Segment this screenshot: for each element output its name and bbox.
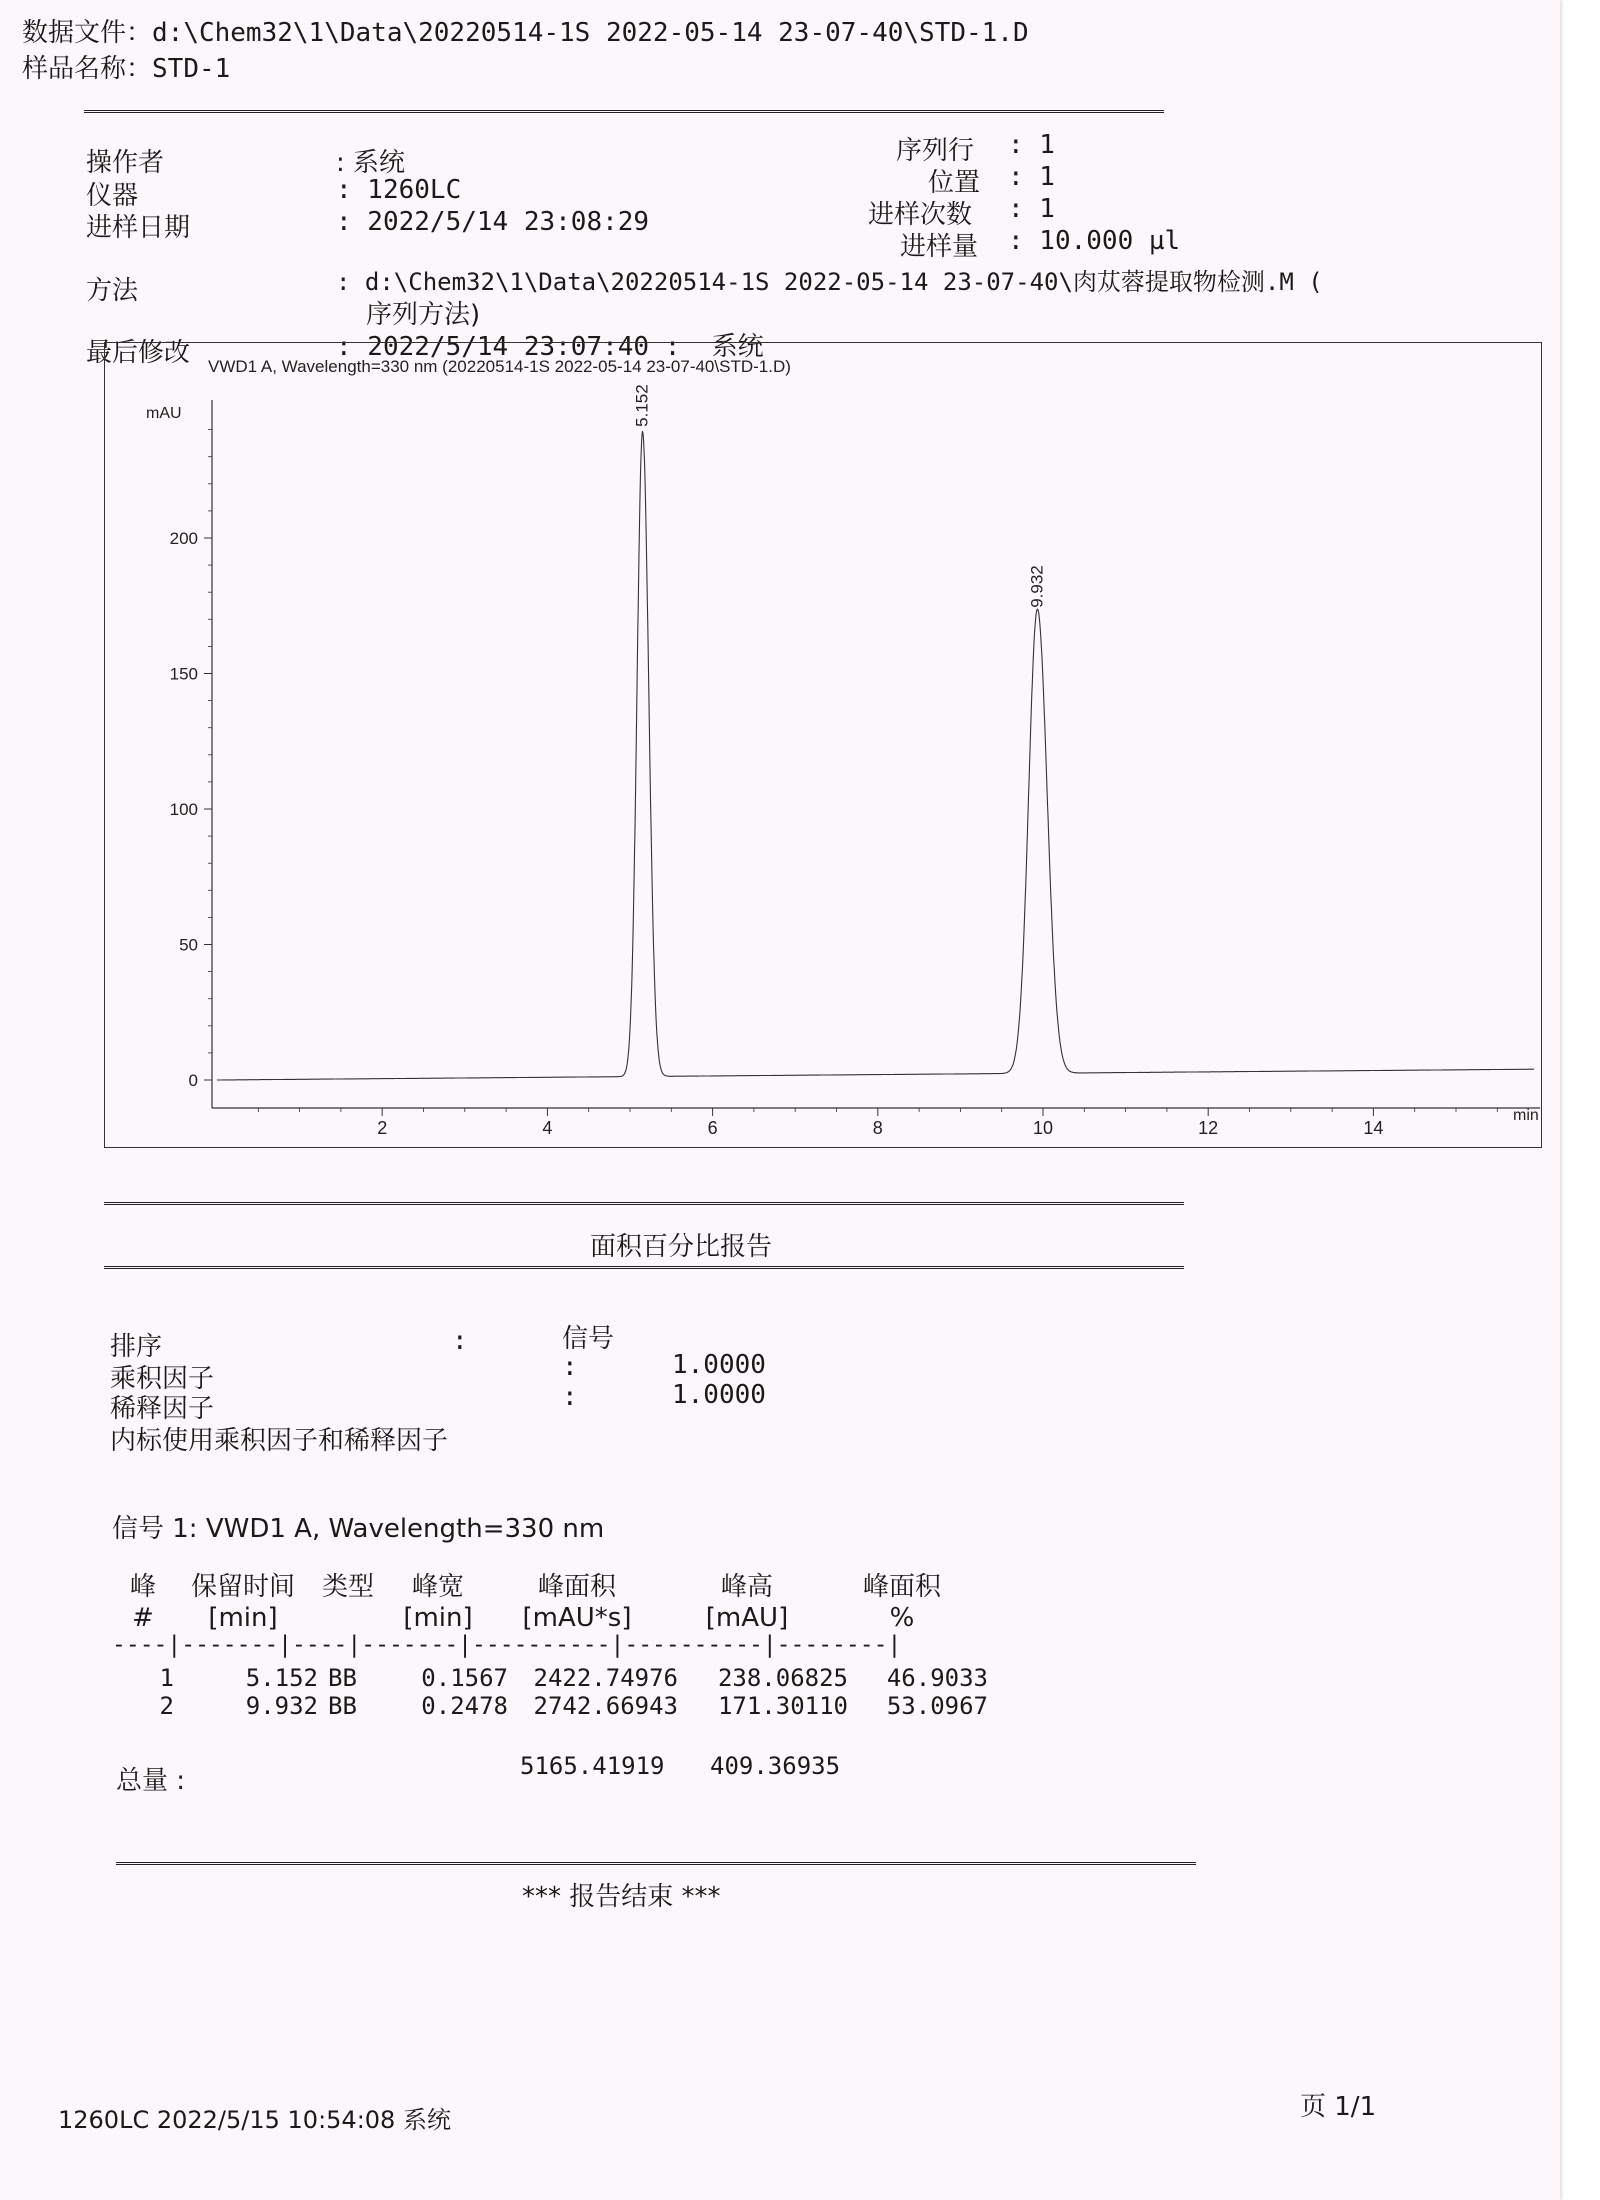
report-rule-bottom (104, 1266, 1184, 1273)
col-height-unit: [mAU] (705, 1603, 789, 1633)
x-tick-label: 8 (872, 1118, 883, 1138)
peak-area: 2422.74976 (533, 1664, 678, 1692)
col-rt: 保留时间 (190, 1572, 295, 1602)
table-row (112, 1664, 988, 1692)
report-title: 面积百分比报告 (590, 1232, 773, 1262)
peak-type: BB (328, 1692, 357, 1720)
col-rt-unit: [min] (208, 1603, 278, 1633)
sample-name-value: STD-1 (152, 54, 231, 84)
peak-table-header (112, 1566, 972, 1633)
seq-row-label: 序列行 (896, 136, 975, 166)
last-modified-label: 最后修改 (86, 338, 191, 368)
col-area-unit: [mAU*s] (522, 1603, 632, 1633)
multiplier-value: 1.0000 (672, 1350, 766, 1380)
col-type: 类型 (321, 1572, 374, 1602)
position-value: : 1 (1008, 162, 1055, 192)
table-row (112, 1692, 988, 1720)
method-path: : d:\Chem32\1\Data\20220514-1S 2022-05-14 23-07-40\肉苁蓉提取物检测.M ( (336, 268, 1323, 296)
chart-axes (170, 400, 1540, 1138)
retention-time: 5.152 (245, 1664, 318, 1692)
total-area: 5165.41919 (520, 1752, 665, 1780)
x-axis-unit: min (1513, 1107, 1539, 1124)
inj-volume-label: 进样量 (900, 232, 979, 262)
end-of-report: *** 报告结束 *** (522, 1882, 721, 1912)
sort-sep: : (452, 1326, 468, 1356)
instrument-value: : 1260LC (336, 175, 462, 205)
peak-type: BB (328, 1664, 357, 1692)
peak-table-body (112, 1664, 988, 1720)
peak-width: 0.2478 (421, 1692, 508, 1720)
peak-label: 5.152 (632, 384, 652, 427)
signal-line (112, 1508, 604, 1545)
inject-date-value: : 2022/5/14 23:08:29 (336, 207, 650, 237)
signal-trace (217, 432, 1534, 1080)
chart-title: VWD1 A, Wavelength=330 nm (20220514-1S 2022-05-14 23-07-40\STD-1.D) (208, 357, 791, 376)
multiplier-sep: : (562, 1352, 578, 1382)
operator-value: : 系统 (336, 148, 406, 178)
col-peak-unit: # (132, 1603, 154, 1633)
chart-trace-layer (217, 384, 1534, 1080)
istd-note: 内标使用乘积因子和稀释因子 (110, 1426, 449, 1456)
peak-height: 171.30110 (717, 1692, 848, 1720)
peak-area-pct: 46.9033 (886, 1664, 988, 1692)
data-file-path: d:\Chem32\1\Data\20220514-1S 2022-05-14 23-07-40\STD-1.D (152, 18, 1029, 48)
instrument-label: 仪器 (86, 181, 139, 211)
y-tick-label: 100 (169, 800, 198, 819)
peak-table-separator: ----|-------|----|-------|----------|----------|--------| (112, 1632, 902, 1658)
x-tick-label: 2 (377, 1118, 388, 1138)
y-tick-label: 150 (169, 664, 198, 684)
seq-row-value: : 1 (1008, 130, 1055, 160)
col-type-unit (312, 1603, 384, 1633)
end-rule (116, 1862, 1196, 1869)
method-label: 方法 (86, 276, 139, 306)
inj-volume-value: : 10.000 µl (1008, 226, 1181, 256)
y-tick-label: 50 (179, 935, 198, 955)
x-tick-label: 14 (1363, 1118, 1384, 1138)
method-path-cont: 序列方法) (366, 300, 481, 330)
y-tick-label: 200 (169, 529, 198, 548)
footer-printed-by (58, 2100, 451, 2135)
dilution-value: 1.0000 (672, 1380, 766, 1410)
x-tick-label: 6 (707, 1118, 718, 1138)
y-tick-label: 0 (188, 1071, 198, 1090)
col-area-pct-unit: % (889, 1603, 915, 1633)
peak-number: 2 (159, 1692, 174, 1720)
peak-table-header-row2 (112, 1603, 972, 1633)
injections-label: 进样次数 (868, 200, 973, 230)
y-axis-unit: mAU (146, 405, 182, 422)
col-area: 峰面积 (537, 1572, 616, 1602)
multiplier-label: 乘积因子 (110, 1364, 215, 1394)
report-rule-top (104, 1202, 1184, 1209)
x-tick-label: 12 (1198, 1118, 1219, 1138)
data-file-label: 数据文件： (22, 18, 153, 48)
peak-height: 238.06825 (717, 1664, 848, 1692)
last-modified-value: : 2022/5/14 23:07:40 : 系统 (336, 332, 764, 362)
peak-area: 2742.66943 (533, 1692, 678, 1720)
x-tick-label: 4 (542, 1118, 553, 1138)
dilution-sep: : (562, 1382, 578, 1412)
retention-time: 9.932 (245, 1692, 318, 1720)
operator-label: 操作者 (86, 148, 165, 178)
page-number: 页 1/1 (1300, 2092, 1377, 2122)
peak-area-pct: 53.0967 (886, 1692, 988, 1720)
peak-table-header-row1 (112, 1566, 972, 1603)
peak-width: 0.1567 (421, 1664, 508, 1692)
dilution-label: 稀释因子 (110, 1394, 215, 1424)
peak-number: 1 (159, 1664, 174, 1692)
col-area-pct: 峰面积 (862, 1572, 941, 1602)
signal-text: 信号 1: VWD1 A, Wavelength=330 nm (112, 1514, 605, 1544)
x-tick-label: 10 (1032, 1118, 1054, 1138)
sample-name-label: 样品名称： (22, 54, 153, 84)
footer-left-text: 1260LC 2022/5/15 10:54:08 系统 (58, 2106, 451, 2134)
total-height: 409.36935 (710, 1752, 841, 1780)
col-width: 峰宽 (411, 1572, 464, 1602)
position-label: 位置 (928, 168, 981, 198)
sort-value: 信号 (562, 1324, 615, 1354)
injections-value: : 1 (1008, 194, 1055, 224)
peak-label: 9.932 (1027, 565, 1047, 608)
col-width-unit: [min] (403, 1603, 473, 1633)
col-peak: 峰 (129, 1572, 156, 1602)
sort-label: 排序 (110, 1332, 163, 1362)
inject-date-label: 进样日期 (86, 213, 191, 243)
total-label: 总量 : (116, 1766, 186, 1796)
col-height: 峰高 (720, 1572, 773, 1602)
